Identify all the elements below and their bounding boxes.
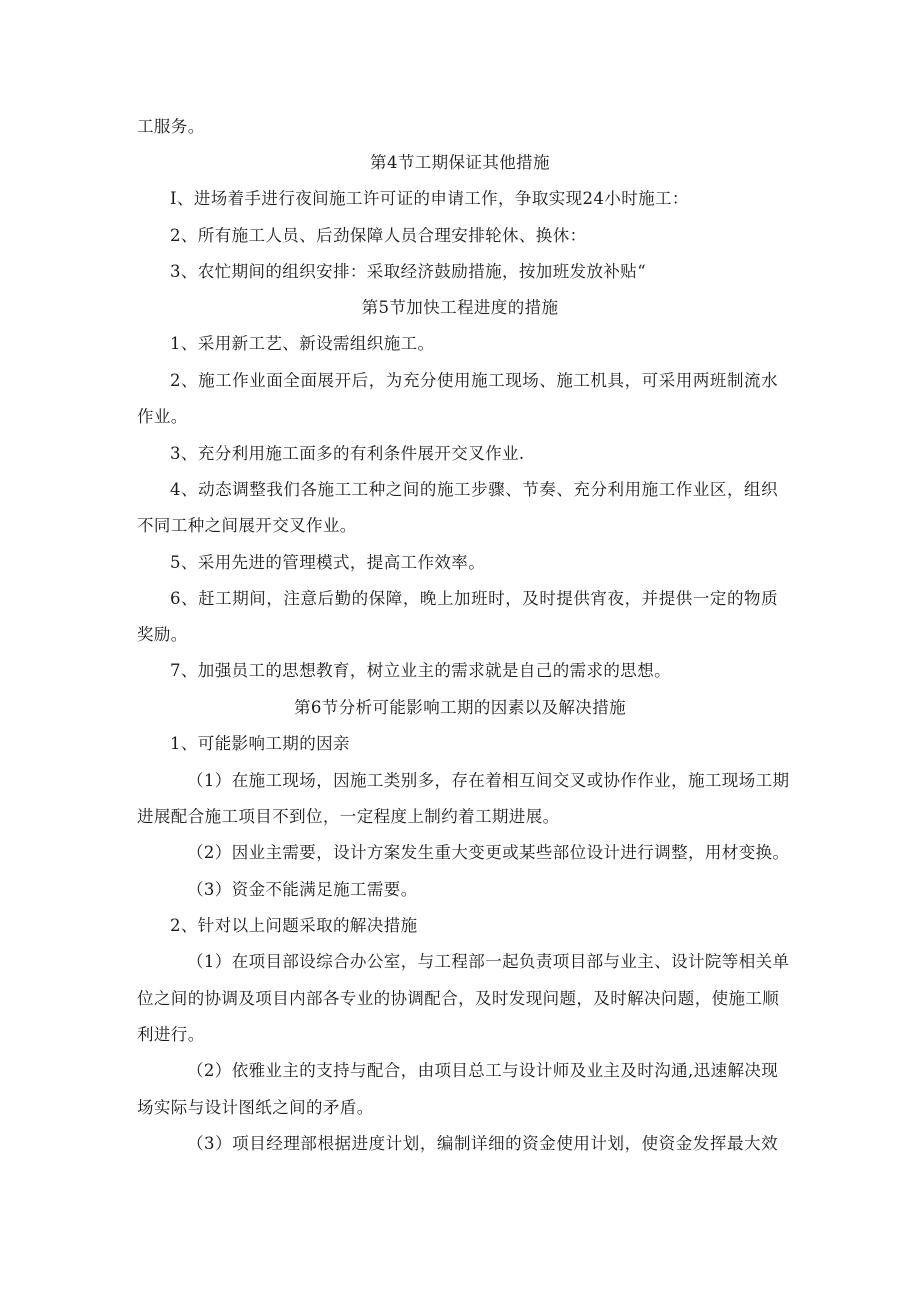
list-item-continuation: 不同工种之间展开交叉作业。 bbox=[137, 516, 357, 535]
list-item: 2、施工作业面全面展开后，为充分使用施工现场、施工机具，可采用两班制流水 bbox=[170, 371, 778, 390]
sub-item: （1）在施工现场，因施工类别多，存在着相互间交叉或协作作业，施工现场工期 bbox=[187, 771, 790, 790]
list-item: 6、赶工期间，注意后勤的保障，晚上加班时，及时提供宵夜，并提供一定的物质 bbox=[170, 589, 778, 608]
list-item: 3、农忙期间的组织安排：采取经济鼓励措施，按加班发放补贴“ bbox=[170, 262, 647, 281]
sub-item: （2）依雅业主的支持与配合，由项目总工与设计师及业主及时沟通,迅速解决现 bbox=[187, 1061, 779, 1080]
sub-item: （1）在项目部设综合办公室，与工程部一起负责项目部与业主、设计院等相关单 bbox=[187, 952, 790, 971]
section-heading-5: 第5节加快工程进度的措施 bbox=[361, 298, 559, 317]
list-item: 7、加强员工的思想教育，树立业主的需求就是自己的需求的思想。 bbox=[170, 661, 671, 680]
subsection-heading: 2、针对以上问题采取的解决措施 bbox=[170, 916, 418, 935]
sub-item: （2）因业主需要，设计方案发生重大变更或某些部位设计进行调整，用材变换。 bbox=[187, 843, 790, 862]
list-item-continuation: 作业。 bbox=[137, 407, 188, 426]
list-item: 4、动态调整我们各施工工种之间的施工步骤、节奏、充分利用施工作业区，组织 bbox=[170, 480, 778, 499]
paragraph-continuation: 工服务。 bbox=[137, 117, 205, 136]
sub-item-continuation: 位之间的协调及项目内部各专业的协调配合，及时发现问题，及时解决问题，使施工顺 bbox=[137, 989, 780, 1008]
list-item: 1、采用新工艺、新设需组织施工。 bbox=[170, 334, 435, 353]
sub-item: （3）资金不能满足施工需要。 bbox=[187, 880, 418, 899]
list-item: 2、所有施工人员、后劲保障人员合理安排轮休、换休： bbox=[170, 226, 587, 245]
section-heading-6: 第6节分析可能影响工期的因素以及解决措施 bbox=[294, 698, 626, 717]
sub-item-continuation: 场实际与设计图纸之间的矛盾。 bbox=[137, 1098, 374, 1117]
list-item: 3、充分利用施工面多的有利条件展开交叉作业. bbox=[170, 444, 525, 463]
list-item: 5、采用先进的管理模式，提高工作效率。 bbox=[170, 553, 486, 572]
list-item: I、进场着手进行夜间施工许可证的申请工作，争取实现24小时施工： bbox=[170, 189, 689, 208]
sub-item: （3）项目经理部根据进度计划，编制详细的资金使用计划，使资金发挥最大效 bbox=[187, 1134, 778, 1153]
list-item-continuation: 奖励。 bbox=[137, 625, 188, 644]
subsection-heading: 1、可能影响工期的因亲 bbox=[170, 734, 350, 753]
sub-item-continuation: 利进行。 bbox=[137, 1025, 205, 1044]
sub-item-continuation: 进展配合施工项目不到位，一定程度上制约着工期进展。 bbox=[137, 807, 560, 826]
section-heading-4: 第4节工期保证其他措施 bbox=[370, 153, 550, 172]
